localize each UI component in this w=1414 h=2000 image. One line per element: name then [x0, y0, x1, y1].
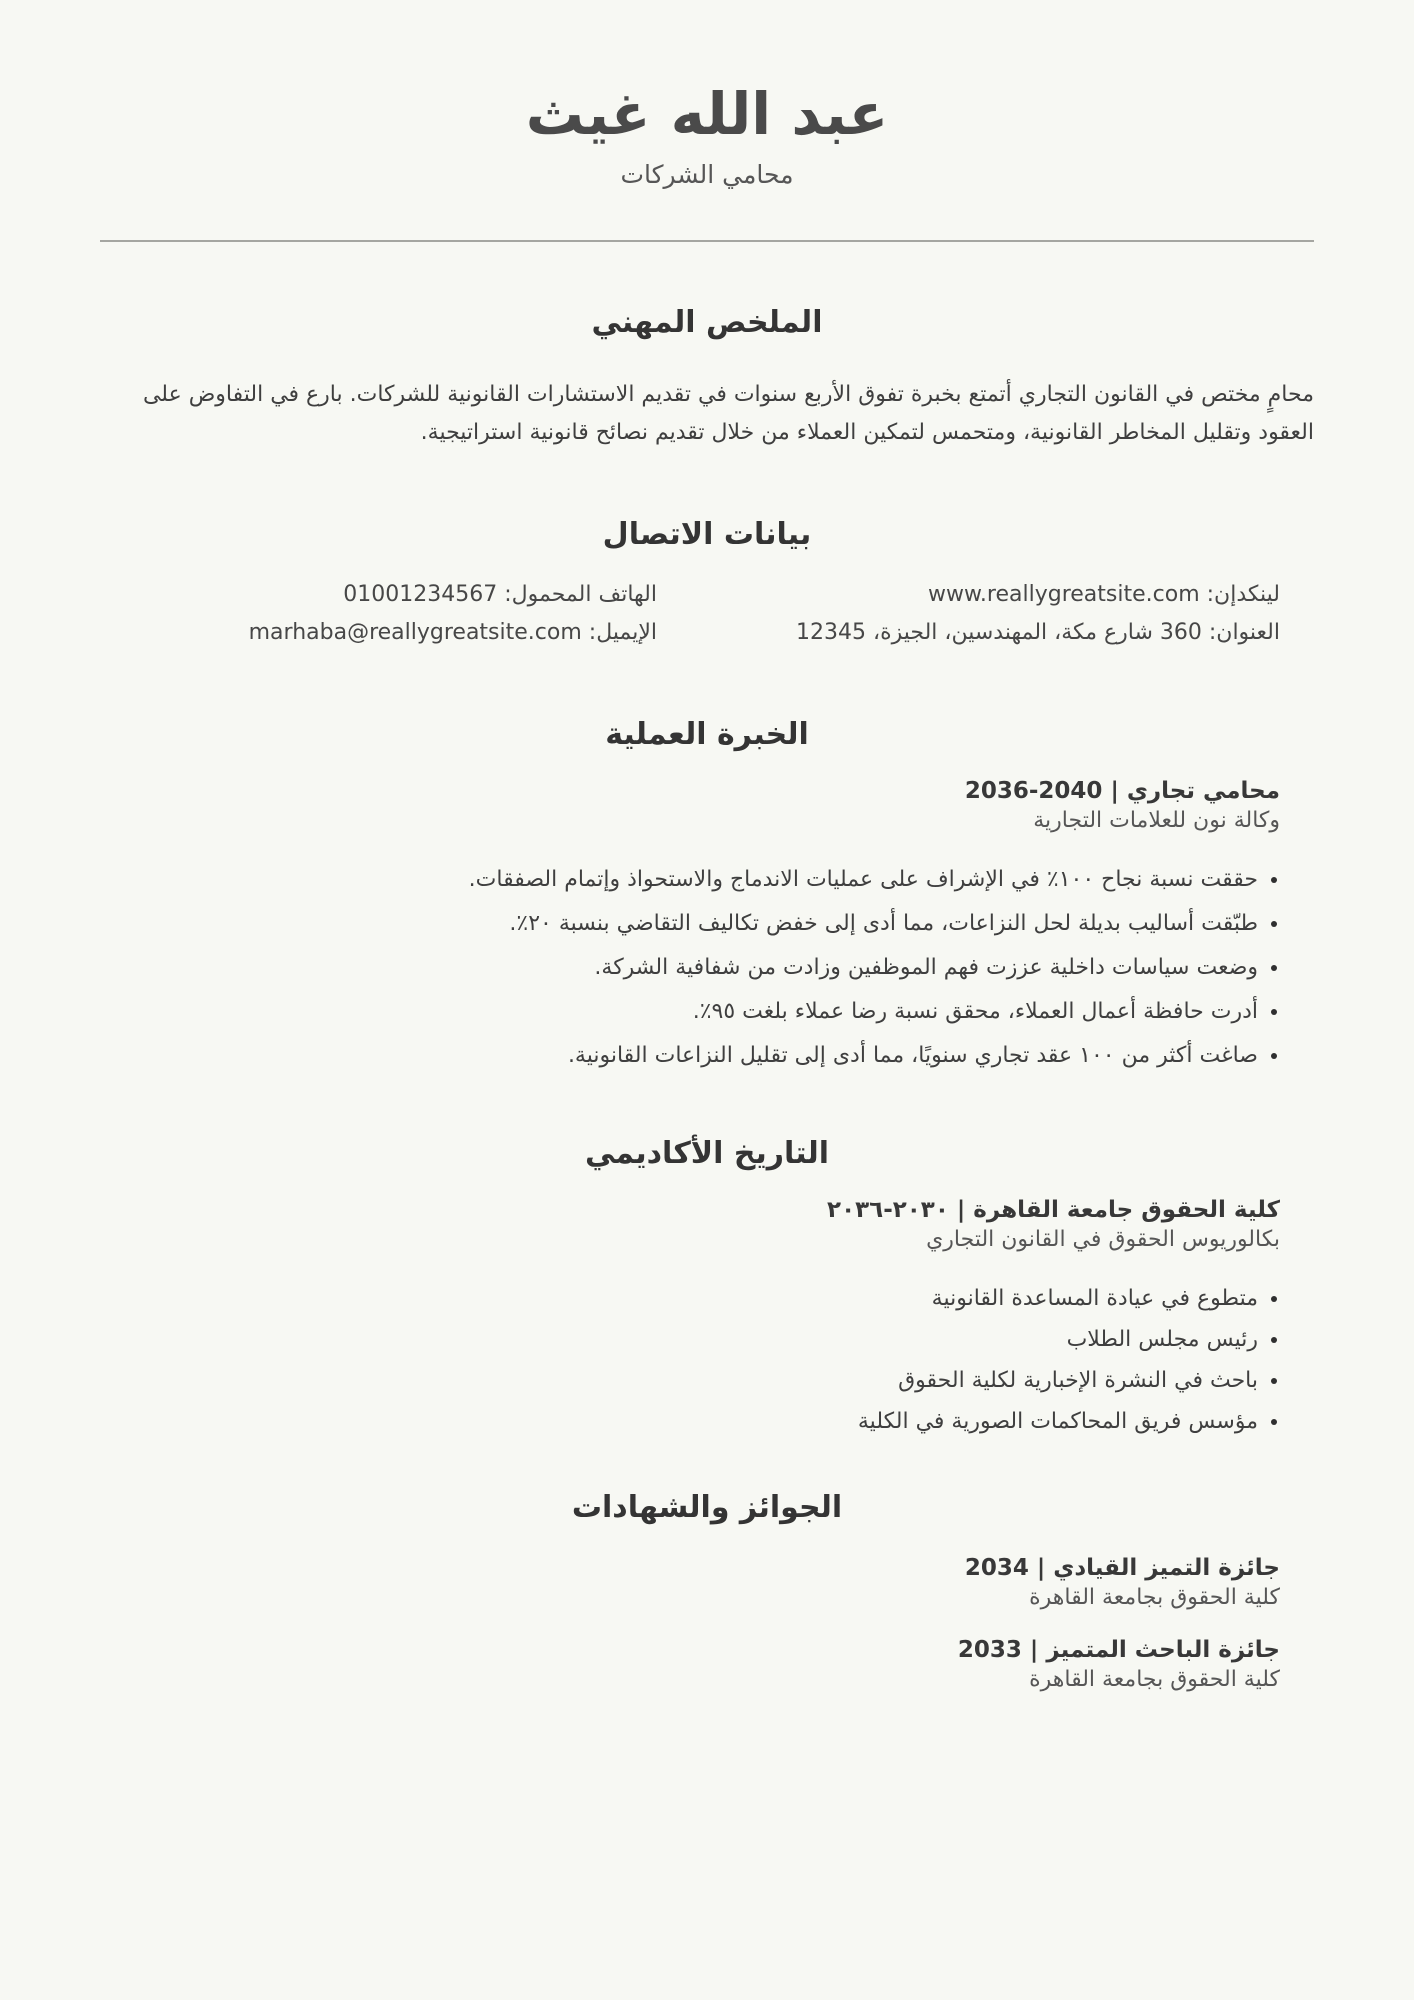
- bullet-item: • رئيس مجلس الطلاب: [134, 1324, 1258, 1355]
- contact-label: الإيميل:: [588, 620, 657, 646]
- award-entry: [100, 1553, 1314, 1613]
- award-title: جائزة التميز القيادي | 2034: [964, 1555, 1280, 1582]
- award-organization: كلية الحقوق بجامعة القاهرة: [1029, 1585, 1280, 1611]
- contact-label: الهاتف المحمول:: [504, 582, 657, 608]
- experience-heading: الخبرة العملية: [605, 717, 809, 753]
- bullet-item: • صاغت أكثر من ١٠٠ عقد تجاري سنويًا، مما أدى إلى تقليل النزاعات القانونية.: [134, 1040, 1258, 1071]
- resume-header: [100, 0, 1314, 192]
- bullet-item: • أدرت حافظة أعمال العملاء، محقق نسبة رضا عملاء بلغت ٩٥٪.: [134, 996, 1258, 1027]
- header-divider: [100, 240, 1314, 242]
- contact-heading: بيانات الاتصال: [602, 517, 812, 553]
- experience-entry-organization: وكالة نون للعلامات التجارية: [1033, 808, 1280, 834]
- experience-entry: [100, 776, 1314, 1071]
- bullet-item: • مؤسس فريق المحاكمات الصورية في الكلية: [134, 1406, 1258, 1437]
- experience-entry-title: محامي تجاري | 2040-2036: [964, 778, 1280, 805]
- summary-text: محامٍ مختص في القانون التجاري أتمتع بخبرة تفوق الأربع سنوات في تقديم الاستشارات القانونية للشركات. بارع في التفاوض على العقود وتقليل المخاطر القانونية، ومتحمس لتمكين العملاء من خلال تقديم نصائح قانونية استراتيجية.: [142, 382, 1314, 446]
- bullet-item: • متطوع في عيادة المساعدة القانونية: [134, 1283, 1258, 1314]
- person-job-title: محامي الشركات: [620, 160, 794, 190]
- award-organization: كلية الحقوق بجامعة القاهرة: [1029, 1667, 1280, 1693]
- bullet-item: • طبّقت أساليب بديلة لحل النزاعات، مما أدى إلى خفض تكاليف التقاضي بنسبة ٢٠٪.: [134, 908, 1258, 939]
- contact-item-linkedin: [757, 576, 1280, 614]
- contact-item-email: [134, 614, 657, 652]
- bullet-item: • باحث في النشرة الإخبارية لكلية الحقوق: [134, 1365, 1258, 1396]
- education-entry-degree: بكالوريوس الحقوق في القانون التجاري: [926, 1227, 1280, 1253]
- summary-section: [100, 302, 1314, 452]
- summary-heading: الملخص المهني: [591, 305, 823, 341]
- contact-grid: [100, 576, 1314, 652]
- contact-item-address: [757, 614, 1280, 652]
- contact-item-phone: [134, 576, 657, 614]
- experience-bullets: [134, 864, 1280, 1071]
- education-section: [100, 1133, 1314, 1437]
- award-title: جائزة الباحث المتميز | 2033: [957, 1637, 1280, 1664]
- contact-value-linkedin: www.reallygreatsite.com: [927, 582, 1200, 608]
- contact-value-address: 360 شارع مكة، المهندسين، الجيزة، 12345: [795, 620, 1202, 646]
- contact-label: لينكدإن:: [1206, 582, 1280, 608]
- contact-value-email: marhaba@reallygreatsite.com: [248, 620, 582, 646]
- education-heading: التاريخ الأكاديمي: [584, 1136, 830, 1172]
- awards-section: [100, 1487, 1314, 1695]
- contact-label: العنوان:: [1208, 620, 1280, 646]
- education-entry: [100, 1195, 1314, 1437]
- bullet-item: • وضعت سياسات داخلية عززت فهم الموظفين وزادت من شفافية الشركة.: [134, 952, 1258, 983]
- awards-heading: الجوائز والشهادات: [571, 1490, 843, 1526]
- education-entry-title: كلية الحقوق جامعة القاهرة | ٢٠٣٠-٢٠٣٦: [827, 1197, 1280, 1224]
- contact-value-phone: 01001234567: [343, 582, 498, 608]
- person-name: عبد الله غيث: [525, 80, 889, 148]
- bullet-item: • حققت نسبة نجاح ١٠٠٪ في الإشراف على عمليات الاندماج والاستحواذ وإتمام الصفقات.: [134, 864, 1258, 895]
- education-bullets: [134, 1283, 1280, 1437]
- contact-section: [100, 514, 1314, 652]
- award-entry: [100, 1635, 1314, 1695]
- experience-section: [100, 714, 1314, 1071]
